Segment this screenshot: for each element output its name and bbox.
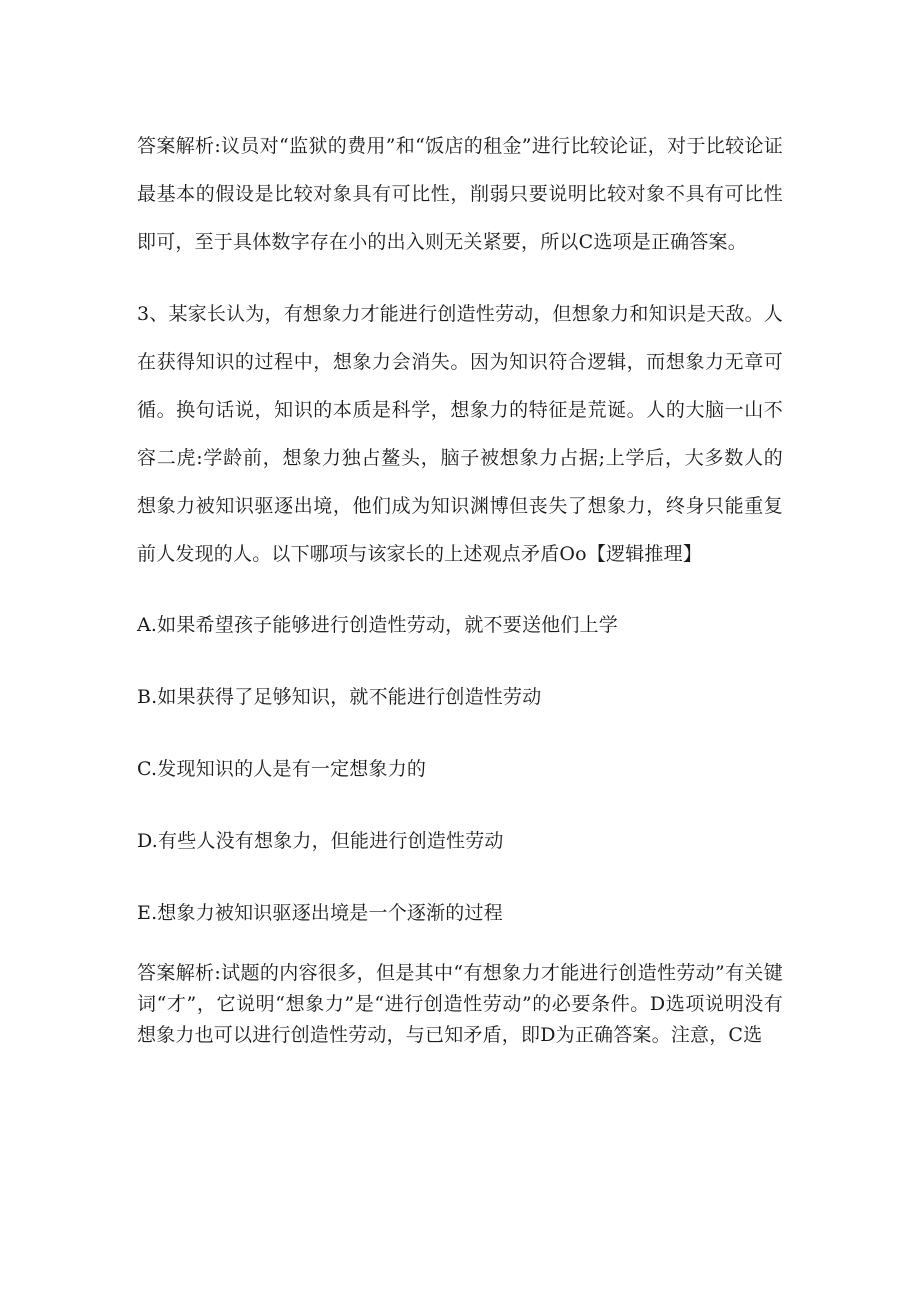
option-a: A.如果希望孩子能够进行创造性劳动，就不要送他们上学 [137,614,618,636]
answer-analysis: 答案解析:试题的内容很多，但是其中“有想象力才能进行创造性劳动”有关键词“才”，它说明“想象力”是“进行创造性劳动”的必要条件。D选项说明没有想象力也可以进行创造性劳动，与已知矛盾，即D为正确答案。注意，C选 [137,962,783,1046]
previous-answer-analysis: 答案解析:议员对“监狱的费用”和“饭店的租金”进行比较论证，对于比较论证最基本的假设是比较对象具有可比性，削弱只要说明比较对象不具有可比性即可，至于具体数字存在小的出入则无关紧要，所以C选项是正确答案。 [137,135,783,253]
option-e: E.想象力被知识驱逐出境是一个逐渐的过程 [137,902,503,924]
option-c: C.发现知识的人是有一定想象力的 [137,758,427,780]
option-d: D.有些人没有想象力，但能进行创造性劳动 [137,830,504,852]
option-b: B.如果获得了足够知识，就不能进行创造性劳动 [137,686,542,708]
question-3-stem: 3、某家长认为，有想象力才能进行创造性劳动，但想象力和知识是天敌。人在获得知识的过程中，想象力会消失。因为知识符合逻辑，而想象力无章可循。换句话说，知识的本质是科学，想象力的特征是荒诞。人的大脑一山不容二虎:学龄前，想象力独占鳌头，脑子被想象力占据;上学后，大多数人的想象力被知识驱逐出境，他们成为知识渊博但丧失了想象力，终身只能重复前人发现的人。以下哪项与该家长的上述观点矛盾Oo【逻辑推理】 [137,303,783,565]
